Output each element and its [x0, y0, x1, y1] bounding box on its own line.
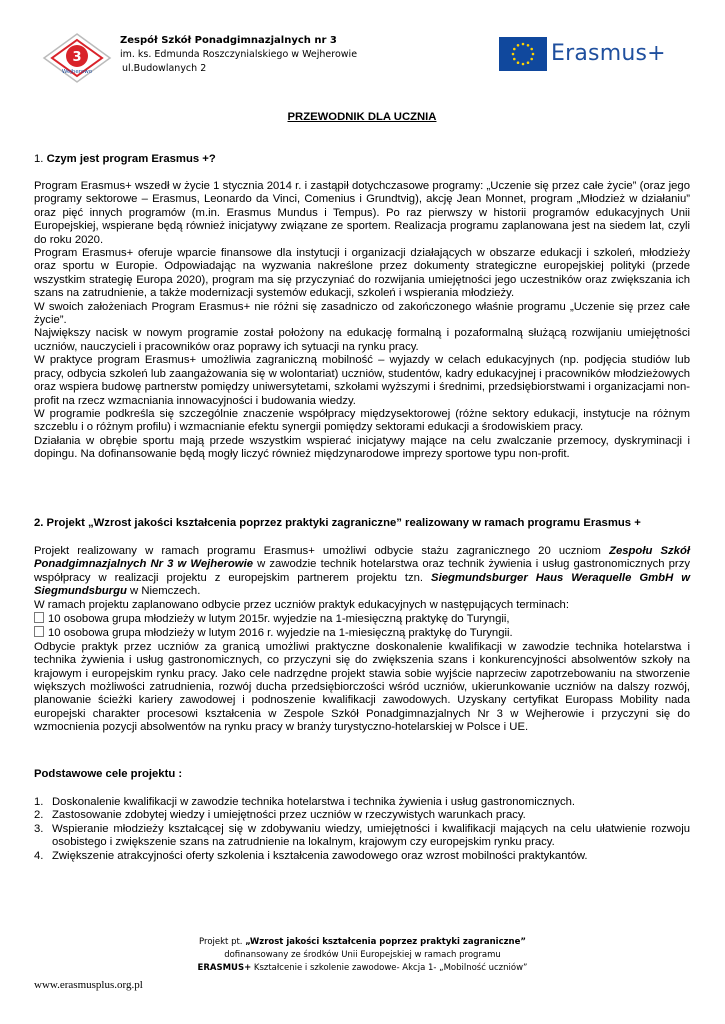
document-title: PRZEWODNIK DLA UCZNIA — [287, 111, 437, 123]
bullet-box-icon — [34, 612, 44, 623]
list-number: 3. — [34, 822, 44, 835]
school-name-emphasis: Zespołu Szkół Ponadgimnazjalnych Nr 3 w Wejherowie — [34, 545, 691, 571]
section-1-title: Czym jest program Erasmus +? — [46, 153, 216, 165]
paragraph: W ramach projektu zaplanowano odbycie przez uczniów praktyk edukacyjnych w następujących terminach: — [34, 598, 569, 611]
term-item — [34, 612, 690, 626]
text-run: w zawodzie technik hotelarstwa oraz technik żywienia i usług gastronomicznych przy współpracy w realizacji projektu z europejskim partnerem projektu tzn. — [34, 558, 690, 584]
erasmus-plus-logo — [499, 37, 669, 73]
list-number: 2. — [34, 809, 44, 822]
text-run: Projekt realizowany w ramach programu Erasmus+ umożliwi odbycie stażu zagranicznego 20 uczniom — [34, 545, 610, 557]
paragraph: Program Erasmus+ oferuje wparcie finansowe dla instytucji i organizacji działających w obszarze edukacji i szkoleń, młodzieży oraz sportu w Europie. Odpowiadając na wyzwania nakreślone przez dokumenty strategiczne europejskiej polityki (przede wszystkim strategię Europa 2020), program ma się przyczyniać do rozwijania umiejętności jego uczestników oraz zwiększania ich szans na zatrudnienie, a także modernizacji systemów edukacji, szkoleń i wspierania młodzieży. — [34, 247, 690, 300]
school-name: Zespół Szkół Ponadgimnazjalnych nr 3 — [120, 35, 337, 46]
section-1-body — [34, 180, 690, 462]
paragraph: W swoich założeniach Program Erasmus+ nie różni się zasadniczo od zakończonego właśnie programu „Uczenie się przez całe życie”. — [34, 300, 690, 327]
page-footer — [0, 936, 725, 975]
list-item — [34, 850, 690, 863]
paragraph — [34, 545, 690, 599]
term-text: 10 osobowa grupa młodzieży w lutym 2016 r. wyjedzie na 1-miesięczną praktykę do Turyngii. — [48, 627, 513, 640]
section-1-number: 1. — [34, 153, 44, 165]
paragraph: Odbycie praktyk przez uczniów za granicą umożliwi praktyczne doskonalenie kwalifikacji w zawodzie technika hotelarstwa i technika żywienia i usług gastronomicznych, co przyczyni się do zwiększenia szans i konkurencyjności absolwentów szkoły na krajowym i europejskim rynku pracy. Jako cele nadrzędne projekt stawia sobie wyjście naprzeciw zapotrzebowaniu na stworzenie większych możliwości zatrudnienia, rozwój ducha przedsiębiorczości wśród uczniów, ukierunkowanie uczniów na dalszy rozwój, planowanie ścieżki kariery zawodowej i podnoszenie kwalifikacji zawodowych. Uzyskany certyfikat Europass Mobility nada europejski charakter procesowi kształcenia w Zespole Szkół Ponadgimnazjalnych Nr 3 w Wejherowie i przyczyni się do wzmocnienia pozycji absolwentów na rynku pracy w branży turystyczno-hotelarskiej w Polsce i UE. — [34, 640, 690, 734]
eu-flag-icon — [499, 37, 547, 71]
list-text: Doskonalenie kwalifikacji w zawodzie technika hotelarstwa i technika żywienia i usług gastronomicznych. — [52, 796, 576, 808]
text-run: Projekt pt. — [199, 937, 246, 947]
paragraph: W praktyce program Erasmus+ umożliwia zagraniczną mobilność – wyjazdy w celach edukacyjnych (np. podjęcia studiów lub pracy, odbycia szkoleń lub zaangażowania się w wolontariat) uczniów, studentów, kadry edukacyjnej i pracowników młodzieżowych oraz wspiera budowę partnerstw pomiędzy uniwersytetami, szkołami wyższymi i średnimi, przedsiębiorstwami i organizacjami non-profit na rzecz wzmacniania innowacyjności i budowania wiedzy. — [34, 354, 690, 407]
term-text: 10 osobowa grupa młodzieży w lutym 2015r. wyjedzie na 1-miesięczną praktykę do Turyngii, — [48, 613, 510, 626]
footer-url-link[interactable]: www.erasmusplus.org.pl — [34, 979, 143, 991]
list-text: Wspieranie młodzieży kształcącej się w zdobywaniu wiedzy, umiejętności i kwalifikacji mających na celu ułatwienie rozwoju osobistego i zwiększenie szans na zatrudnienie na lokalnym, krajowym czy europejskim rynku pracy. — [52, 822, 690, 849]
paragraph: Największy nacisk w nowym programie został położony na edukację formalną i pozaformalną służącą rozwijaniu umiejętności uczniów, nauczycieli i pracowników oraz poprawy ich sytuacji na rynku pracy. — [34, 327, 690, 353]
school-logo — [42, 32, 112, 84]
paragraph: Działania w obrębie sportu mają przede wszystkim wspierać inicjatywy mające na celu zwalczanie przemocy, dyskryminacji i dopingu. Na dofinansowanie będą mogły liczyć również międzynarodowe imprezy sportowe typu non-profit. — [34, 434, 690, 461]
section-2-body — [34, 545, 690, 735]
erasmus-logo-text: Erasmus+ — [551, 41, 666, 66]
paragraph: Program Erasmus+ wszedł w życie 1 stycznia 2014 r. i zastąpił dotychczasowe programy: „Uczenie się przez całe życie” (oraz jego programy sektorowe – Erasmus, Leonardo da Vinci, Comenius i Grundtvig), akcję Jean Monnet, program „Młodzież w działaniu” oraz pięć innych programów (m.in. Erasmus Mundus i Tempus). Po raz pierwszy w historii programów edukacyjnych Unii Europejskiej, wspierane będą również inicjatywy związane ze sportem. Realizacja programu zaplanowana jest na siedem lat, czyli do roku 2020. — [34, 180, 690, 246]
section-1-heading — [34, 153, 216, 166]
project-title: „Wzrost jakości kształcenia poprzez praktyki zagraniczne” — [245, 937, 526, 947]
term-item — [34, 626, 690, 640]
footer-line-3 — [0, 962, 725, 975]
footer-line-1 — [0, 936, 725, 949]
list-item — [34, 823, 690, 850]
school-info — [120, 34, 357, 76]
program-name: ERASMUS+ — [197, 963, 252, 973]
school-address-line2: ul.Budowlanych 2 — [122, 63, 207, 74]
list-number: 4. — [34, 849, 44, 862]
partner-name-emphasis: Siegmundsburger Haus Weraquelle GmbH w Siegmundsburgu — [34, 571, 690, 598]
list-text: Zwiększenie atrakcyjności oferty szkolenia i kształcenia zawodowego oraz wzrost mobilności praktykantów. — [52, 849, 588, 862]
text-run: w Niemczech. — [126, 585, 201, 598]
list-text: Zastosowanie zdobytej wiedzy i umiejętności przez uczniów w rzeczywistych warunkach pracy. — [52, 809, 526, 822]
list-item — [34, 809, 690, 822]
goals-list — [34, 796, 690, 863]
list-item — [34, 796, 690, 809]
goals-heading: Podstawowe cele projektu : — [34, 768, 183, 780]
svg-text:Wejherowo: Wejherowo — [61, 69, 93, 75]
section-2-heading: 2. Projekt „Wzrost jakości kształcenia poprzez praktyki zagraniczne” realizowany w ramach programu Erasmus + — [34, 517, 641, 529]
footer-line-2: dofinansowany ze środków Unii Europejskiej w ramach programu — [224, 950, 501, 960]
svg-text:3: 3 — [72, 50, 82, 65]
school-address-line1: im. ks. Edmunda Roszczynialskiego w Wejherowie — [120, 49, 358, 60]
paragraph: W programie podkreśla się szczególnie znaczenie współpracy międzysektorowej (różne sektory edukacji, instytucje na różnym szczeblu i o różnym profilu) i wzmacnianie efektu synergii pomiędzy sektorami edukacji a środowiskiem pracy. — [34, 407, 690, 434]
list-number: 1. — [34, 796, 44, 808]
bullet-box-icon — [34, 626, 44, 637]
text-run: Kształcenie i szkolenie zawodowe- Akcja 1- „Mobilność uczniów” — [251, 963, 528, 973]
page-header — [0, 0, 725, 100]
